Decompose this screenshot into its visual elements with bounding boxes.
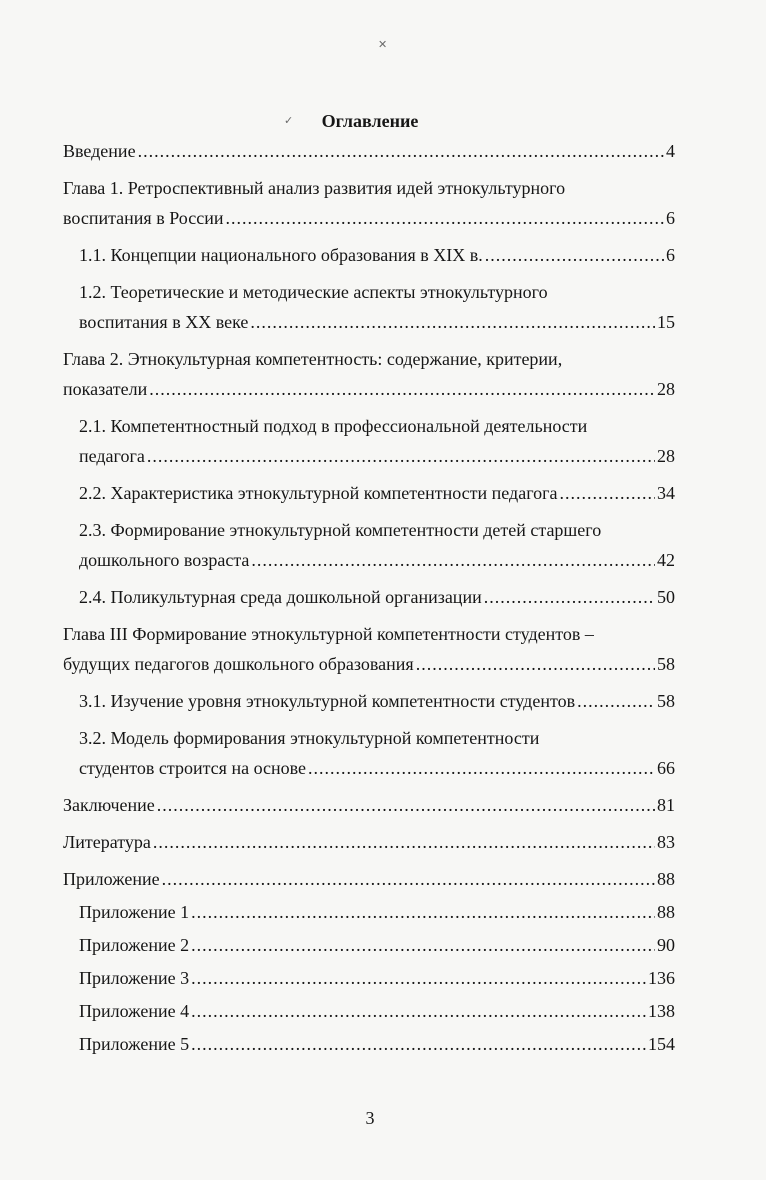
toc-entry-row bbox=[79, 441, 675, 471]
toc-entry-row bbox=[79, 478, 675, 508]
toc-page-number: 6 bbox=[666, 245, 675, 265]
toc-entry-text-line: 2.4. Поликультурная среда дошкольной организации bbox=[79, 587, 482, 607]
toc-page-number: 6 bbox=[666, 208, 675, 228]
toc-subentry bbox=[63, 996, 675, 1026]
toc-entry-row bbox=[79, 240, 675, 270]
dot-leader bbox=[560, 478, 655, 508]
toc-page-number: 15 bbox=[657, 312, 675, 332]
toc-entry-text-line: дошкольного возраста bbox=[79, 550, 250, 570]
toc-subentry bbox=[63, 478, 675, 508]
toc-entry-row bbox=[79, 963, 675, 993]
toc-entry-text-line: Заключение bbox=[63, 795, 155, 815]
toc-page-number: 88 bbox=[657, 869, 675, 889]
toc-page-number: 66 bbox=[657, 758, 675, 778]
toc-entry-text-line: Приложение 1 bbox=[79, 902, 190, 922]
toc-entry-text-line: педагога bbox=[79, 446, 145, 466]
toc-entry-row bbox=[79, 1029, 675, 1059]
toc-entry-text-line: 1.2. Теоретические и методические аспекты этнокультурного bbox=[79, 282, 548, 302]
toc-page-number: 58 bbox=[657, 691, 675, 711]
toc-entry-text-line: Приложение bbox=[63, 869, 160, 889]
toc-entry-row bbox=[79, 996, 675, 1026]
toc-subentry bbox=[63, 963, 675, 993]
toc-entry-row bbox=[79, 545, 675, 575]
toc-entry-row bbox=[63, 203, 675, 233]
scan-speck: ✕ bbox=[378, 39, 388, 51]
toc-page-number: 136 bbox=[648, 968, 675, 988]
toc-entry-text-line: Литература bbox=[63, 832, 151, 852]
dot-leader bbox=[191, 963, 646, 993]
toc-entry bbox=[63, 619, 675, 679]
toc-entry-text-line: 2.1. Компетентностный подход в профессиональной деятельности bbox=[79, 416, 588, 436]
toc-entry-row bbox=[63, 649, 675, 679]
toc-entry-text-line: 3.2. Модель формирования этнокультурной компетентности bbox=[79, 728, 540, 748]
toc-entry-text-line: Глава 1. Ретроспективный анализ развития идей этнокультурного bbox=[63, 178, 566, 198]
toc-entry-row bbox=[63, 827, 675, 857]
toc-subentry bbox=[63, 515, 675, 575]
dot-leader bbox=[149, 374, 655, 404]
page-number: 3 bbox=[365, 1108, 375, 1128]
toc-page-number: 28 bbox=[657, 446, 675, 466]
toc-entry-text-line: студентов строится на основе bbox=[79, 758, 307, 778]
dot-leader bbox=[191, 897, 655, 927]
dot-leader bbox=[191, 996, 646, 1026]
table-of-contents bbox=[63, 136, 675, 1062]
toc-entry-row bbox=[79, 582, 675, 612]
toc-entry-text-line: 2.2. Характеристика этнокультурной компетентности педагога bbox=[79, 483, 558, 503]
toc-subentry bbox=[63, 411, 675, 471]
toc-page-number: 90 bbox=[657, 935, 675, 955]
toc-page-number: 88 bbox=[657, 902, 675, 922]
toc-entry-text-line: 2.3. Формирование этнокультурной компетентности детей старшего bbox=[79, 520, 602, 540]
toc-page-number: 4 bbox=[666, 141, 675, 161]
toc-entry-text-line: будущих педагогов дошкольного образования bbox=[63, 654, 414, 674]
toc-entry bbox=[63, 864, 675, 894]
toc-page-number: 58 bbox=[657, 654, 675, 674]
toc-entry-text-line: Приложение 4 bbox=[79, 1001, 190, 1021]
toc-page-number: 28 bbox=[657, 379, 675, 399]
dot-leader bbox=[308, 753, 655, 783]
toc-entry-row bbox=[63, 864, 675, 894]
toc-entry-text-line: Приложение 3 bbox=[79, 968, 190, 988]
dot-leader bbox=[162, 864, 655, 894]
toc-subentry bbox=[63, 582, 675, 612]
dot-leader bbox=[416, 649, 655, 679]
toc-entry-text-line: воспитания в России bbox=[63, 208, 224, 228]
toc-subentry bbox=[63, 240, 675, 270]
dot-leader bbox=[157, 790, 655, 820]
toc-subentry bbox=[63, 1029, 675, 1059]
toc-subentry bbox=[63, 930, 675, 960]
dot-leader bbox=[250, 307, 655, 337]
dot-leader bbox=[251, 545, 655, 575]
toc-entry-row bbox=[79, 686, 675, 716]
toc-entry-text-line: Глава 2. Этнокультурная компетентность: содержание, критерии, bbox=[63, 349, 563, 369]
toc-page-number: 83 bbox=[657, 832, 675, 852]
scan-speck: ✓ bbox=[284, 115, 294, 127]
toc-subentry bbox=[63, 897, 675, 927]
toc-entry-row bbox=[79, 307, 675, 337]
dot-leader bbox=[138, 136, 664, 166]
toc-entry-row bbox=[63, 374, 675, 404]
toc-entry-text-line: Приложение 5 bbox=[79, 1034, 190, 1054]
toc-entry bbox=[63, 790, 675, 820]
toc-subentry bbox=[63, 723, 675, 783]
toc-entry bbox=[63, 344, 675, 404]
dot-leader bbox=[191, 1029, 646, 1059]
toc-subentry bbox=[63, 686, 675, 716]
toc-page-number: 50 bbox=[657, 587, 675, 607]
toc-entry bbox=[63, 827, 675, 857]
toc-title: Оглавление bbox=[321, 111, 419, 131]
toc-entry-row bbox=[63, 136, 675, 166]
toc-entry-text-line: 1.1. Концепции национального образования в XIX в. bbox=[79, 245, 483, 265]
toc-entry bbox=[63, 136, 675, 166]
toc-entry-row bbox=[79, 753, 675, 783]
toc-page-number: 81 bbox=[657, 795, 675, 815]
toc-entry-row bbox=[79, 897, 675, 927]
dot-leader bbox=[147, 441, 655, 471]
toc-entry-text-line: показатели bbox=[63, 379, 148, 399]
toc-entry-text-line: Приложение 2 bbox=[79, 935, 190, 955]
toc-page-number: 34 bbox=[657, 483, 675, 503]
toc-entry-text-line: Введение bbox=[63, 141, 136, 161]
dot-leader bbox=[225, 203, 664, 233]
dot-leader bbox=[577, 686, 655, 716]
toc-entry-text-line: 3.1. Изучение уровня этнокультурной компетентности студентов bbox=[79, 691, 576, 711]
toc-page-number: 138 bbox=[648, 1001, 675, 1021]
toc-page-number: 42 bbox=[657, 550, 675, 570]
toc-entry bbox=[63, 173, 675, 233]
toc-subentry bbox=[63, 277, 675, 337]
dot-leader bbox=[191, 930, 655, 960]
dot-leader bbox=[485, 240, 664, 270]
dot-leader bbox=[153, 827, 655, 857]
toc-entry-row bbox=[63, 790, 675, 820]
toc-entry-row bbox=[79, 930, 675, 960]
dot-leader bbox=[484, 582, 655, 612]
toc-entry-text-line: Глава III Формирование этнокультурной компетентности студентов – bbox=[63, 624, 594, 644]
toc-page-number: 154 bbox=[648, 1034, 675, 1054]
toc-entry-text-line: воспитания в ХХ веке bbox=[79, 312, 249, 332]
